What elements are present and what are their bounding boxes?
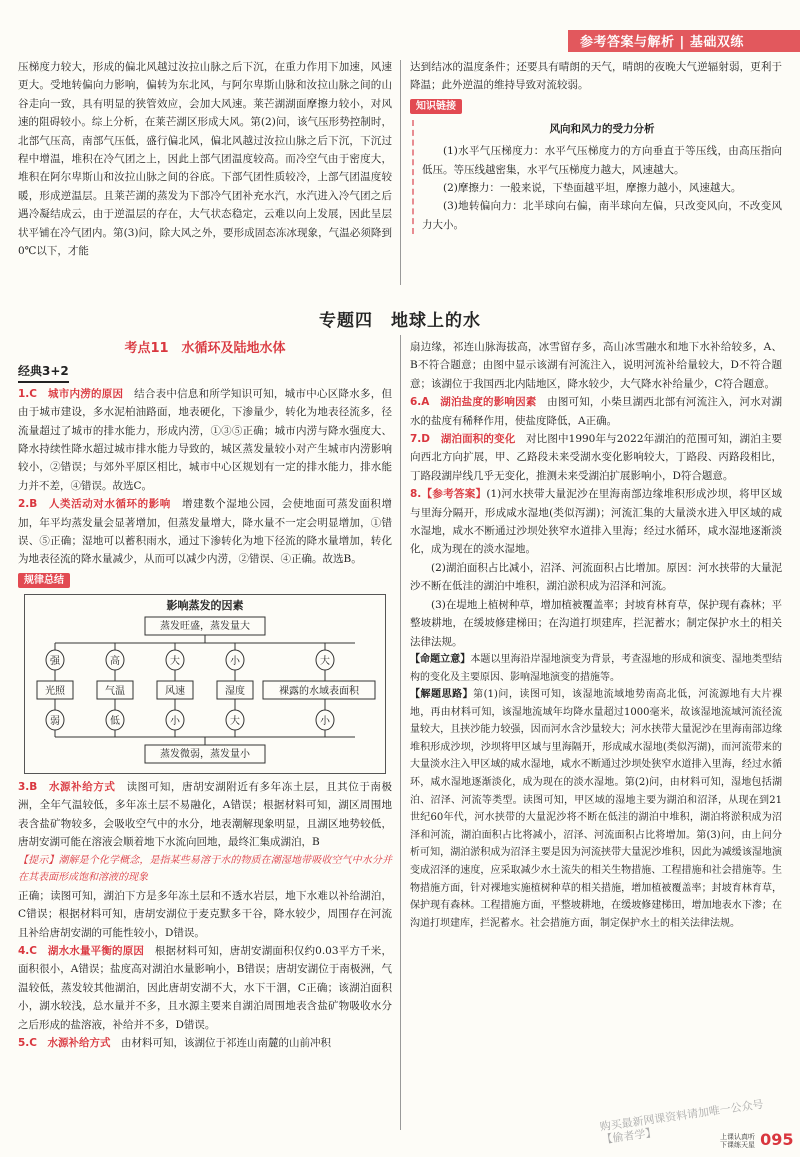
evaporation-diagram — [24, 594, 386, 774]
answer-text: 正确；读图可知，湖泊下方是多年冻土层和不透水岩层，地下水难以补给湖泊，C错误；根据材料可知，唐胡安湖位于麦克默多干谷，降水较少，周围存在河流且补给唐胡安湖的可能性较小，D错误。 — [18, 889, 392, 939]
diagram-up-label: 大 — [170, 655, 180, 667]
diagram-down-label: 大 — [230, 715, 240, 727]
knowledge-box — [412, 120, 782, 234]
diagram-down-label: 低 — [110, 715, 120, 727]
question-label: 2.B 人类活动对水循环的影响 — [18, 498, 171, 511]
question-label: 5.C 水源补给方式 — [18, 1036, 111, 1049]
left-column — [18, 338, 392, 1052]
footer-slogan: 上课认真听 下课练天星 — [720, 1132, 755, 1149]
diagram-up-label: 高 — [110, 655, 120, 667]
answer-text: 结合表中信息和所学知识可知，城市中心区降水多，但由于城市建设，多水泥柏油路面，地表硬化，下渗量少，转化为地表径流多，径流量超过了城市的排水能力，形成内涝，①③⑤正确；城市内涝与降水强度大、降水持续性降水超过城市排水能力导致的，城区蒸发量较小对产生城市内涝影响较小，②错误；与郊外平原区相比，城市中心区规划有一定的排水能力，排水能力并不差，④错误。故选C。 — [18, 387, 393, 492]
watermark-text: 购买最新网课资料请加唯一公众号【偷者学】 — [599, 1097, 765, 1147]
hint-text: 【提示】潮解是个化学概念，是指某些易溶于水的物质在潮湿地带吸收空气中水分并在其表面形成饱和溶液的现象 — [18, 854, 392, 884]
top-left-column — [18, 58, 392, 260]
question-label: 7.D 湖泊面积的变化 — [410, 433, 516, 446]
analysis-paragraph-end: 达到结冰的温度条件；还要具有晴朗的天气，晴朗的夜晚大气逆辐射弱，更利于降温；此外逆温的维持导致对流较弱。 — [410, 61, 782, 92]
diagram-down-label: 小 — [320, 715, 330, 727]
section-title: 考点11 水循环及陆地水体 — [124, 341, 286, 356]
classic-heading: 经典3+2 — [18, 362, 69, 382]
answer-text: 由材料可知，该湖位于祁连山南麓的山前冲积 — [121, 1036, 332, 1049]
diagram-factor: 风速 — [165, 685, 185, 697]
answer-text: 由图可知，小柴旦湖西北部有河流注入，河水对湖水的盐度有稀释作用，使盐度降低，A正确。 — [410, 396, 783, 427]
answer-text: (2)湖泊面积占比减小，沼泽、河流面积占比增加。原因：河水挟带的大量泥沙不断在低洼的湖泊中堆积，湖泊淤积成为沼泽和河流。 — [410, 561, 782, 593]
answer-text: 扇边缘，祁连山脉海拔高，冰雪留存多，高山冰雪融水和地下水补给较多，A、B不符合题意；由图中显示该湖有河流注入，说明河流补给量较大，D不符合题意；该湖位于我国西北内陆地区，降水较少，大气降水补给量少，C符合题意。 — [410, 341, 782, 390]
page-footer — [720, 1130, 794, 1149]
analysis-paragraph: 压梯度力较大，形成的偏北风越过汝拉山脉之后下沉，在重力作用下加速，风速更大。受地转偏向力影响，偏转为东北风，与阿尔卑斯山脉和汝拉山脉之间的山谷走向一致，具有明显的狭管效应，会加大风速。莱芒湖湖面摩擦力较小，对风速的阻碍较小。综上分析，在莱芒湖区形成大风。第(2)问，该气压形势控制时，北部气压高，南部气压低，盛行偏北风，偏北风越过汝拉山脉之后下沉，下沉过程中增温，堆积在冷气团之上，因此上部气团温度较高。而冷空气由于密度大，堆积在阿尔卑斯山和汝拉山脉之间的谷底。下部气团性质较冷，上部气团温度较暖，形成逆温层。且莱芒湖的蒸发为下部冷气团补充水汽，水汽进入冷气团之后遇冷凝结成云，由于逆温层的存在，大气状态稳定，云难以向上发展，因此呈层状平铺在冷气团内。第(3)问，除大风之外，要形成固态冻冰现象，气温必须降到0℃以下，才能 — [18, 61, 392, 258]
answer-text: 根据材料可知，唐胡安湖面积仅约0.03平方千米，面积很小，A错误；盐度高对湖泊水量影响小，B错误；唐胡安湖位于南极洲，气温较低，蒸发较其他湖泊，因此唐胡安湖不大，水下干涸，C正确；该湖泊面积小，湖水较浅，总水量并不多，且水源主要来自湖泊周围地表含盐矿物吸收水分之后形成的盐溶液，补给并不多，D错误。 — [18, 944, 392, 1031]
diagram-title: 影响蒸发的因素 — [166, 598, 244, 612]
column-divider — [400, 60, 401, 285]
right-column — [410, 338, 782, 932]
intent-label: 【命题立意】 — [410, 653, 471, 665]
chapter-title: 专题四 地球上的水 — [319, 311, 481, 331]
idea-label: 【解题思路】 — [410, 689, 474, 701]
rule-summary-tag: 规律总结 — [18, 573, 70, 588]
diagram-down-label: 弱 — [50, 715, 60, 727]
diagram-up-label: 大 — [320, 655, 330, 667]
top-right-column — [410, 58, 782, 234]
answer-text: (1)河水挟带大量泥沙在里海南部边缘堆积形成沙坝，将甲区域与里海分隔开，形成咸水湿地(类似泻湖)；河流汇集的大量淡水进入甲区域的咸水湿地，咸水不断通过沙坝处狭窄水道排入里海；经过水循环，咸水湿地逐渐淡化，成为现在的淡水湿地。 — [410, 488, 783, 556]
answer-text: 增建数个湿地公园，会使地面可蒸发面积增加，年平均蒸发量会显著增加，但蒸发量增大，降水量不一定会明显增加，①错误、⑤正确；湿地可以蓄积雨水，通过下渗转化为地下径流的降水量增加，转化为地表径流的降水量减少，从而可以减少内涝，②错误、④正确。故选B。 — [18, 498, 392, 566]
answer-text: 对比图中1990年与2022年湖泊的范围可知，湖泊主要向西北方向扩展，甲、乙路段未来受湖水变化影响较大，丁路段、丙路段相比，丁路段湖岸线几乎无变化，推测未来受湖泊扩展影响小，D符合题意。 — [410, 433, 782, 482]
diagram-up-label: 强 — [50, 655, 60, 667]
idea-text: 第(1)问，读图可知，该湿地流域地势南高北低，河流源地有大片裸地，再由材料可知，该湿地流域年均降水量超过1000毫米，故该湿地流域河流径流量较大，且挟沙能力较强，因而河水含沙量较大；河水挟带大量泥沙在里海南部边缘堆积形成沙坝，沙坝将甲区域与里海隔开，形成咸水湿地(类似泻湖)，而河流带来的大量淡水注入甲区域的咸水湿地，咸水不断通过沙坝处狭窄水道排入里海，经过水循环，咸水湿地逐渐淡化，成为现在的淡水湿地。第(2)问，由材料可知，湿地包括湖泊、沼泽、河流等类型。读图可知，甲区域的湿地主要为湖泊和沼泽，从现在到21世纪60年代，河水挟带的大量泥沙将不断在低洼的湖泊中堆积，湖泊将淤积成为沼泽和河流，湖泊面积占比将减小，沼泽、河流面积占比将增加。第(3)问，由上问分析可知，湖泊淤积成为沼泽主要是因为河流挟带大量泥沙堆积，因此为减缓该湿地演变成沼泽的速度，应采取减少水土流失的相关生物措施、工程措施和社会措施等。生物措施方面，针对裸地实施植树种草的相关措施，增加植被覆盖率；封坡育林育草，保护现有森林。工程措施方面，平整坡耕地，在缓坡修建梯田，增加地表水下渗；在沟道打坝建库，拦泥蓄水。社会措施方面，制定保护水土的相关法律法规。 — [410, 689, 783, 929]
knowledge-item: (2)摩擦力：一般来说，下垫面越平坦，摩擦力越小，风速越大。 — [443, 182, 742, 195]
diagram-factor: 湿度 — [225, 685, 245, 697]
question-label: 4.C 湖水水量平衡的原因 — [18, 944, 145, 957]
knowledge-box-title: 风向和风力的受力分析 — [549, 122, 655, 135]
knowledge-link-tag: 知识链接 — [410, 99, 462, 114]
knowledge-item: (3)地转偏向力：北半球向右偏，南半球向左偏，只改变风向，不改变风力大小。 — [422, 200, 782, 231]
diagram-factor: 裸露的水域表面积 — [279, 685, 359, 697]
diagram-bottom-box: 蒸发微弱，蒸发量小 — [160, 748, 250, 760]
question-label: 3.B 水源补给方式 — [18, 780, 116, 793]
diagram-up-label: 小 — [230, 655, 240, 667]
header-title: 参考答案与解析 | 基础双练 — [580, 35, 744, 50]
question-label: 8.【参考答案】 — [410, 488, 487, 501]
diagram-top-box: 蒸发旺盛，蒸发量大 — [160, 620, 250, 632]
question-label: 1.C 城市内涝的原因 — [18, 387, 124, 400]
diagram-down-label: 小 — [170, 715, 180, 727]
intent-text: 本题以里海沿岸湿地演变为背景，考查湿地的形成和演变、湿地类型结构的变化及主要原因、影响湿地演变的措施等。 — [410, 653, 783, 683]
page-number: 095 — [760, 1130, 794, 1149]
answer-text: 读图可知，唐胡安湖附近有多年冻土层，且其位于南极洲，全年气温较低，多年冻土层不易融化，A错误；根据材料可知，湖区周围地表含盐矿物较多，会吸收空气中的水分，地表潮解现象明显，且湖区地势较低，唐胡安湖可能在溶液会顺着地下水流向回地，最终汇集成湖泊，B — [18, 780, 393, 849]
column-divider — [400, 335, 401, 1130]
diagram-factor: 光照 — [45, 685, 65, 697]
diagram-factor: 气温 — [105, 685, 125, 697]
question-label: 6.A 湖泊盐度的影响因素 — [410, 396, 537, 409]
answer-text: (3)在堤地上植树种草，增加植被覆盖率；封坡育林育草，保护现有森林；平整坡耕地，在缓坡修建梯田；在沟道打坝建库，拦泥蓄水；制定保护水土的相关法律法规。 — [410, 598, 782, 648]
knowledge-item: (1)水平气压梯度力：水平气压梯度力的方向垂直于等压线，由高压指向低压。等压线越密集，水平气压梯度力越大，风速越大。 — [422, 145, 782, 176]
